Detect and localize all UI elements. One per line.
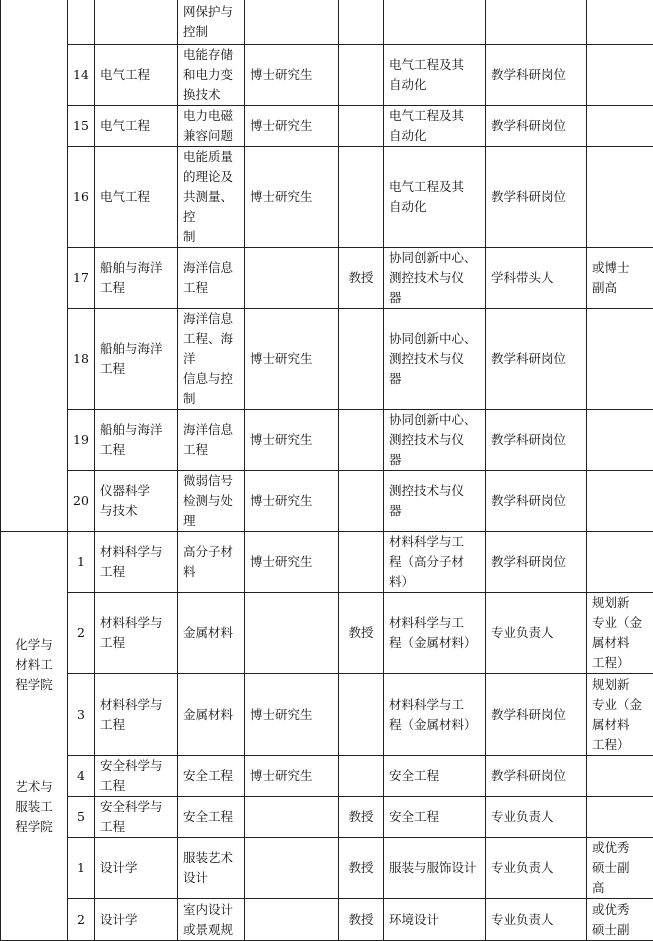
row-number: 17 <box>68 248 95 309</box>
table-row <box>1 147 653 248</box>
post-cell: 专业负责人 <box>486 838 587 899</box>
post-cell: 教学科研岗位 <box>486 756 587 797</box>
note-cell <box>587 309 653 410</box>
table-row <box>1 410 653 471</box>
note-cell <box>587 0 653 45</box>
college-name-art: 艺术与 服装工 程学院 <box>6 777 62 837</box>
direction-cell: 电能存储 和电力变 换技术 <box>178 45 245 106</box>
table-row <box>1 248 653 309</box>
post-cell: 教学科研岗位 <box>486 410 587 471</box>
note-cell <box>587 106 653 147</box>
post-cell: 教学科研岗位 <box>486 106 587 147</box>
table-row <box>1 106 653 147</box>
post-cell <box>486 0 587 45</box>
title-cell <box>339 45 384 106</box>
major-cell: 协同创新中心、 测控技术与仪 器 <box>384 410 486 471</box>
direction-cell: 室内设计 或景观规 <box>178 899 245 941</box>
note-cell <box>587 410 653 471</box>
table-row <box>1 899 653 941</box>
discipline-cell: 电气工程 <box>95 106 178 147</box>
major-cell: 协同创新中心、 测控技术与仪 器 <box>384 248 486 309</box>
major-cell: 测控技术与仪 器 <box>384 471 486 532</box>
discipline-cell: 材料科学与 工程 <box>95 532 178 593</box>
table-row <box>1 532 653 593</box>
discipline-cell: 电气工程 <box>95 45 178 106</box>
degree-cell <box>245 838 339 899</box>
degree-cell: 博士研究生 <box>245 106 339 147</box>
title-cell: 教授 <box>339 838 384 899</box>
note-cell <box>587 45 653 106</box>
direction-cell: 高分子材 料 <box>178 532 245 593</box>
degree-cell: 博士研究生 <box>245 45 339 106</box>
direction-cell: 海洋信息 工程 <box>178 248 245 309</box>
table-row <box>1 674 653 756</box>
direction-cell: 服装艺术 设计 <box>178 838 245 899</box>
major-cell: 环境设计 <box>384 899 486 941</box>
direction-cell: 海洋信息 工程 <box>178 410 245 471</box>
degree-cell <box>245 899 339 941</box>
degree-cell <box>245 593 339 674</box>
table-row <box>1 309 653 410</box>
table-row <box>1 45 653 106</box>
row-number: 14 <box>68 45 95 106</box>
row-number: 15 <box>68 106 95 147</box>
degree-cell <box>245 248 339 309</box>
discipline-cell: 船舶与海洋 工程 <box>95 309 178 410</box>
major-cell <box>384 0 486 45</box>
discipline-cell: 设计学 <box>95 838 178 899</box>
post-cell: 教学科研岗位 <box>486 147 587 248</box>
note-cell <box>587 471 653 532</box>
major-cell: 协同创新中心、 测控技术与仪 器 <box>384 309 486 410</box>
table-row <box>1 838 653 899</box>
title-cell <box>339 674 384 756</box>
title-cell: 教授 <box>339 797 384 838</box>
discipline-cell: 电气工程 <box>95 147 178 248</box>
row-number: 1 <box>68 532 95 593</box>
row-number: 16 <box>68 147 95 248</box>
note-cell <box>587 532 653 593</box>
title-cell: 教授 <box>339 899 384 941</box>
discipline-cell: 船舶与海洋 工程 <box>95 410 178 471</box>
note-cell: 或优秀 硕士副 <box>587 899 653 941</box>
direction-cell: 金属材料 <box>178 593 245 674</box>
degree-cell <box>245 0 339 45</box>
post-cell: 学科带头人 <box>486 248 587 309</box>
row-number: 19 <box>68 410 95 471</box>
title-cell <box>339 0 384 45</box>
degree-cell: 博士研究生 <box>245 532 339 593</box>
major-cell: 电气工程及其 自动化 <box>384 147 486 248</box>
post-cell: 专业负责人 <box>486 797 587 838</box>
title-cell: 教授 <box>339 593 384 674</box>
discipline-cell <box>95 0 178 45</box>
major-cell: 电气工程及其 自动化 <box>384 106 486 147</box>
discipline-cell: 安全科学与 工程 <box>95 797 178 838</box>
title-cell: 教授 <box>339 248 384 309</box>
row-number: 4 <box>68 756 95 797</box>
row-number: 5 <box>68 797 95 838</box>
row-number: 18 <box>68 309 95 410</box>
post-cell: 教学科研岗位 <box>486 471 587 532</box>
note-cell: 规划新 专业（金 属材料 工程） <box>587 593 653 674</box>
title-cell <box>339 532 384 593</box>
post-cell: 教学科研岗位 <box>486 674 587 756</box>
degree-cell <box>245 797 339 838</box>
table-row <box>1 797 653 838</box>
direction-cell: 网保护与 控制 <box>178 0 245 45</box>
post-cell: 专业负责人 <box>486 593 587 674</box>
direction-cell: 电能质量 的理论及 共测量、控 制 <box>178 147 245 248</box>
title-cell <box>339 147 384 248</box>
discipline-cell: 仪器科学 与技术 <box>95 471 178 532</box>
post-cell: 教学科研岗位 <box>486 45 587 106</box>
college-cell <box>1 532 68 941</box>
row-number: 2 <box>68 899 95 941</box>
title-cell <box>339 410 384 471</box>
row-number: 1 <box>68 838 95 899</box>
major-cell: 安全工程 <box>384 797 486 838</box>
post-cell: 教学科研岗位 <box>486 532 587 593</box>
degree-cell: 博士研究生 <box>245 674 339 756</box>
post-cell: 教学科研岗位 <box>486 309 587 410</box>
post-cell: 专业负责人 <box>486 899 587 941</box>
row-number: 3 <box>68 674 95 756</box>
degree-cell: 博士研究生 <box>245 309 339 410</box>
table-row <box>1 593 653 674</box>
note-cell: 或博士 副高 <box>587 248 653 309</box>
discipline-cell: 材料科学与 工程 <box>95 674 178 756</box>
title-cell <box>339 309 384 410</box>
row-number: 2 <box>68 593 95 674</box>
row-number: 20 <box>68 471 95 532</box>
major-cell: 材料科学与工 程（金属材料） <box>384 674 486 756</box>
major-cell: 电气工程及其 自动化 <box>384 45 486 106</box>
degree-cell: 博士研究生 <box>245 410 339 471</box>
major-cell: 服装与服饰设计 <box>384 838 486 899</box>
direction-cell: 安全工程 <box>178 756 245 797</box>
college-spacer <box>6 715 62 757</box>
direction-cell: 微弱信号 检测与处 理 <box>178 471 245 532</box>
direction-cell: 海洋信息 工程、海洋 信息与控 制 <box>178 309 245 410</box>
row-number <box>68 0 95 45</box>
note-cell <box>587 756 653 797</box>
major-cell: 材料科学与工 程（金属材料） <box>384 593 486 674</box>
table-row <box>1 0 653 45</box>
title-cell <box>339 471 384 532</box>
discipline-cell: 安全科学与 工程 <box>95 756 178 797</box>
table-row <box>1 756 653 797</box>
direction-cell: 金属材料 <box>178 674 245 756</box>
note-cell <box>587 797 653 838</box>
major-cell: 安全工程 <box>384 756 486 797</box>
major-cell: 材料科学与工 程（高分子材 料） <box>384 532 486 593</box>
degree-cell: 博士研究生 <box>245 471 339 532</box>
degree-cell: 博士研究生 <box>245 756 339 797</box>
college-cell-continued <box>1 0 68 532</box>
college-name-chem: 化学与 材料工 程学院 <box>6 635 62 695</box>
discipline-cell: 设计学 <box>95 899 178 941</box>
note-cell: 或优秀 硕士副 高 <box>587 838 653 899</box>
title-cell <box>339 756 384 797</box>
direction-cell: 电力电磁 兼容问题 <box>178 106 245 147</box>
note-cell: 规划新 专业（金 属材料 工程） <box>587 674 653 756</box>
direction-cell: 安全工程 <box>178 797 245 838</box>
degree-cell: 博士研究生 <box>245 147 339 248</box>
note-cell <box>587 147 653 248</box>
title-cell <box>339 106 384 147</box>
discipline-cell: 船舶与海洋 工程 <box>95 248 178 309</box>
table-row <box>1 471 653 532</box>
discipline-cell: 材料科学与 工程 <box>95 593 178 674</box>
